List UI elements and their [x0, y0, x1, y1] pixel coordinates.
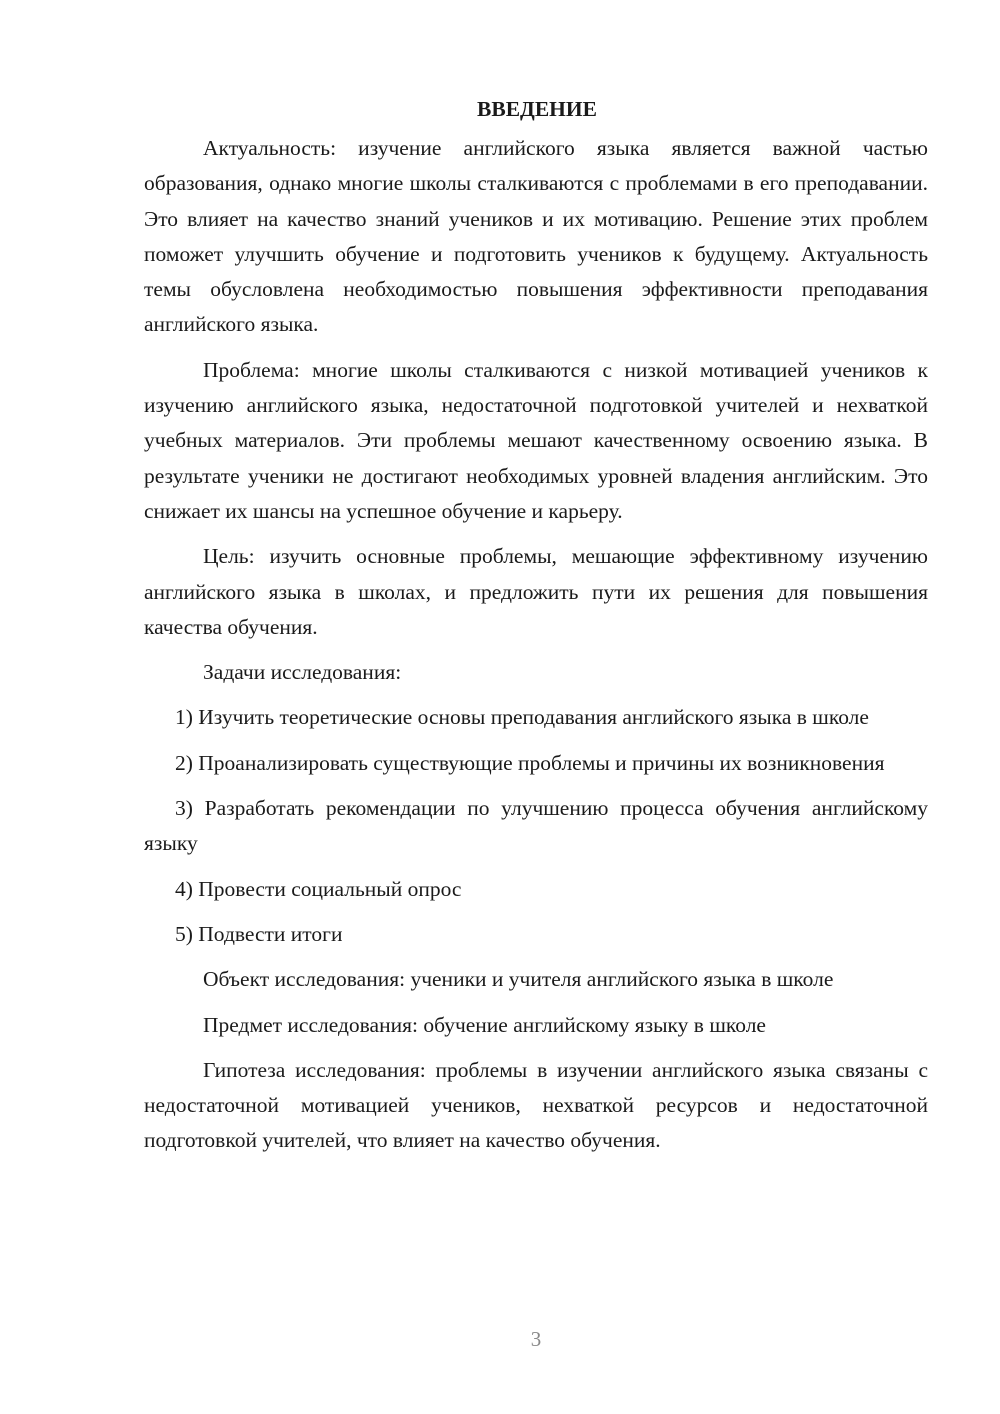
task-item: 5) Подвести итоги	[175, 921, 343, 946]
subject-paragraph: Предмет исследования: обучение английскому языку в школе	[203, 1012, 766, 1037]
tasks-heading: Задачи исследования:	[203, 660, 402, 685]
problem-paragraph: Проблема: многие школы сталкиваются с низкой мотивацией учеников к изучению английского языка, недостаточной подготовкой учителей и нехваткой учебных материалов. Эти проблемы мешают качественному освоению языка. В результате ученики не достигают необходимых уровней владения английским. Это снижает их шансы на успешное обучение и карьеру.	[144, 357, 928, 523]
task-item: 2) Проанализировать существующие проблемы и причины их возникновения	[175, 750, 885, 775]
document-page	[144, 92, 928, 1169]
page-title: ВВЕДЕНИЕ	[477, 97, 597, 121]
hypothesis-paragraph: Гипотеза исследования: проблемы в изучении английского языка связаны с недостаточной мотивацией учеников, нехваткой ресурсов и недостаточной подготовкой учителей, что влияет на качество обучения.	[144, 1057, 928, 1153]
task-item: 4) Провести социальный опрос	[175, 876, 462, 901]
object-paragraph: Объект исследования: ученики и учителя английского языка в школе	[203, 967, 834, 992]
task-item: 3) Разработать рекомендации по улучшению процесса обучения английскому языку	[144, 796, 928, 856]
task-item: 1) Изучить теоретические основы преподавания английского языка в школе	[175, 705, 869, 730]
relevance-paragraph: Актуальность: изучение английского языка является важной частью образования, однако многие школы сталкиваются с проблемами в его преподавании. Это влияет на качество знаний учеников и их мотивацию. Решение этих проблем поможет улучшить обучение и подготовить учеников к будущему. Актуальность темы обусловлена необходимостью повышения эффективности преподавания английского языка.	[144, 136, 928, 337]
tasks-list	[144, 700, 928, 952]
page-number: 3	[530, 1327, 542, 1351]
goal-paragraph: Цель: изучить основные проблемы, мешающие эффективному изучению английского языка в школах, и предложить пути их решения для повышения качества обучения.	[144, 544, 928, 639]
